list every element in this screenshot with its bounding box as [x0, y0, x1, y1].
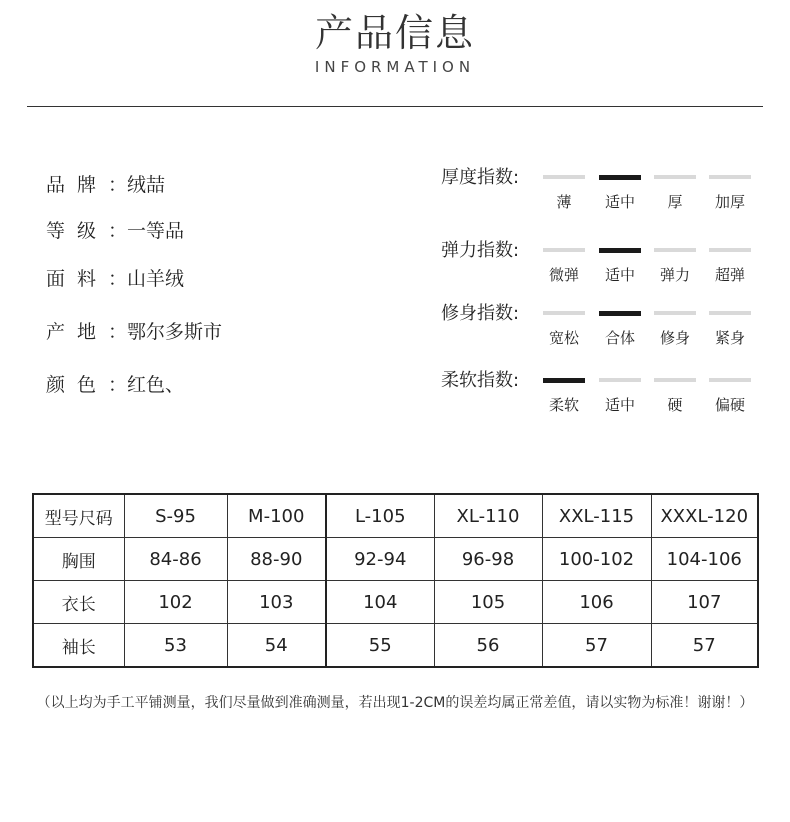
info-key: 产地	[46, 321, 109, 343]
table-row	[33, 538, 758, 581]
table-cell: 88-90	[227, 538, 326, 581]
index-bar-active	[543, 378, 585, 383]
table-cell: 105	[434, 581, 542, 624]
index-thickness	[441, 163, 761, 223]
index-label: 弹力指数:	[441, 240, 520, 261]
index-option: 薄	[556, 193, 572, 211]
index-bar	[709, 311, 751, 315]
index-label: 修身指数:	[441, 303, 520, 324]
index-bar	[543, 311, 585, 315]
table-cell: 100-102	[542, 538, 651, 581]
index-option: 硬	[667, 396, 683, 414]
index-option: 弹力	[659, 266, 690, 284]
index-option: 微弹	[548, 266, 579, 284]
index-bar	[709, 378, 751, 382]
info-brand: 品牌：绒喆	[46, 170, 165, 197]
info-color: 颜色：红色、	[46, 370, 184, 397]
table-cell: 106	[542, 581, 651, 624]
index-option: 超弹	[714, 266, 745, 284]
page-subtitle: INFORMATION	[314, 58, 476, 76]
table-cell: 102	[124, 581, 227, 624]
index-option: 适中	[604, 396, 635, 414]
table-header-row	[33, 494, 758, 538]
info-key: 品牌	[46, 174, 109, 196]
index-bar-active	[599, 248, 641, 253]
table-cell: 57	[542, 624, 651, 668]
table-cell: 衣长	[33, 581, 124, 624]
table-header-cell: S-95	[124, 494, 227, 538]
info-value: 一等品	[127, 220, 185, 242]
table-cell: 57	[651, 624, 758, 668]
index-option: 合体	[604, 329, 635, 347]
info-fabric: 面料：山羊绒	[46, 264, 184, 291]
index-bar	[654, 378, 696, 382]
table-cell: 袖长	[33, 624, 124, 668]
index-bar	[599, 378, 641, 382]
table-cell: 胸围	[33, 538, 124, 581]
table-header-cell: XXXL-120	[651, 494, 758, 538]
info-key: 颜色	[46, 374, 109, 396]
index-option: 厚	[667, 193, 683, 211]
page-title: 产品信息	[314, 11, 475, 55]
index-bar	[709, 175, 751, 179]
info-key: 等级	[46, 220, 109, 242]
index-bar	[543, 175, 585, 179]
table-cell: 53	[124, 624, 227, 668]
index-option: 紧身	[714, 329, 745, 347]
info-value: 绒喆	[127, 174, 166, 196]
info-value: 鄂尔多斯市	[127, 321, 223, 343]
index-bar	[543, 248, 585, 252]
table-header-cell: XL-110	[434, 494, 542, 538]
index-option: 适中	[604, 193, 635, 211]
divider	[27, 106, 763, 107]
index-bar	[654, 311, 696, 315]
info-grade: 等级：一等品	[46, 216, 184, 243]
index-label: 厚度指数:	[441, 167, 520, 188]
table-cell: 104-106	[651, 538, 758, 581]
index-bar-active	[599, 311, 641, 316]
size-table	[32, 493, 759, 668]
info-value: 山羊绒	[127, 268, 185, 290]
index-softness	[441, 366, 761, 426]
table-header-cell: XXL-115	[542, 494, 651, 538]
index-option: 加厚	[714, 193, 745, 211]
index-bar-active	[599, 175, 641, 180]
table-header-cell: L-105	[326, 494, 434, 538]
info-key: 面料	[46, 268, 109, 290]
measurement-note: （以上均为手工平铺测量，我们尽量做到准确测量，若出现1-2CM的误差均属正常差值，请以实物为标准！谢谢！）	[36, 695, 754, 711]
index-fit	[441, 299, 761, 359]
info-value: 红色、	[127, 374, 185, 396]
table-cell: 84-86	[124, 538, 227, 581]
table-row	[33, 581, 758, 624]
index-option: 宽松	[548, 329, 579, 347]
table-cell: 92-94	[326, 538, 434, 581]
table-row	[33, 624, 758, 668]
table-cell: 55	[326, 624, 434, 668]
index-bar	[654, 175, 696, 179]
table-header-cell: 型号尺码	[33, 494, 124, 538]
table-cell: 107	[651, 581, 758, 624]
index-option: 柔软	[548, 396, 579, 414]
info-origin: 产地：鄂尔多斯市	[46, 317, 222, 344]
table-cell: 54	[227, 624, 326, 668]
table-cell: 96-98	[434, 538, 542, 581]
index-bar	[709, 248, 751, 252]
index-bar	[654, 248, 696, 252]
table-cell: 56	[434, 624, 542, 668]
table-cell: 104	[326, 581, 434, 624]
index-option: 偏硬	[714, 396, 745, 414]
index-elasticity	[441, 236, 761, 296]
index-option: 适中	[604, 266, 635, 284]
table-header-cell: M-100	[227, 494, 326, 538]
index-option: 修身	[659, 329, 690, 347]
table-cell: 103	[227, 581, 326, 624]
index-label: 柔软指数:	[441, 370, 520, 391]
